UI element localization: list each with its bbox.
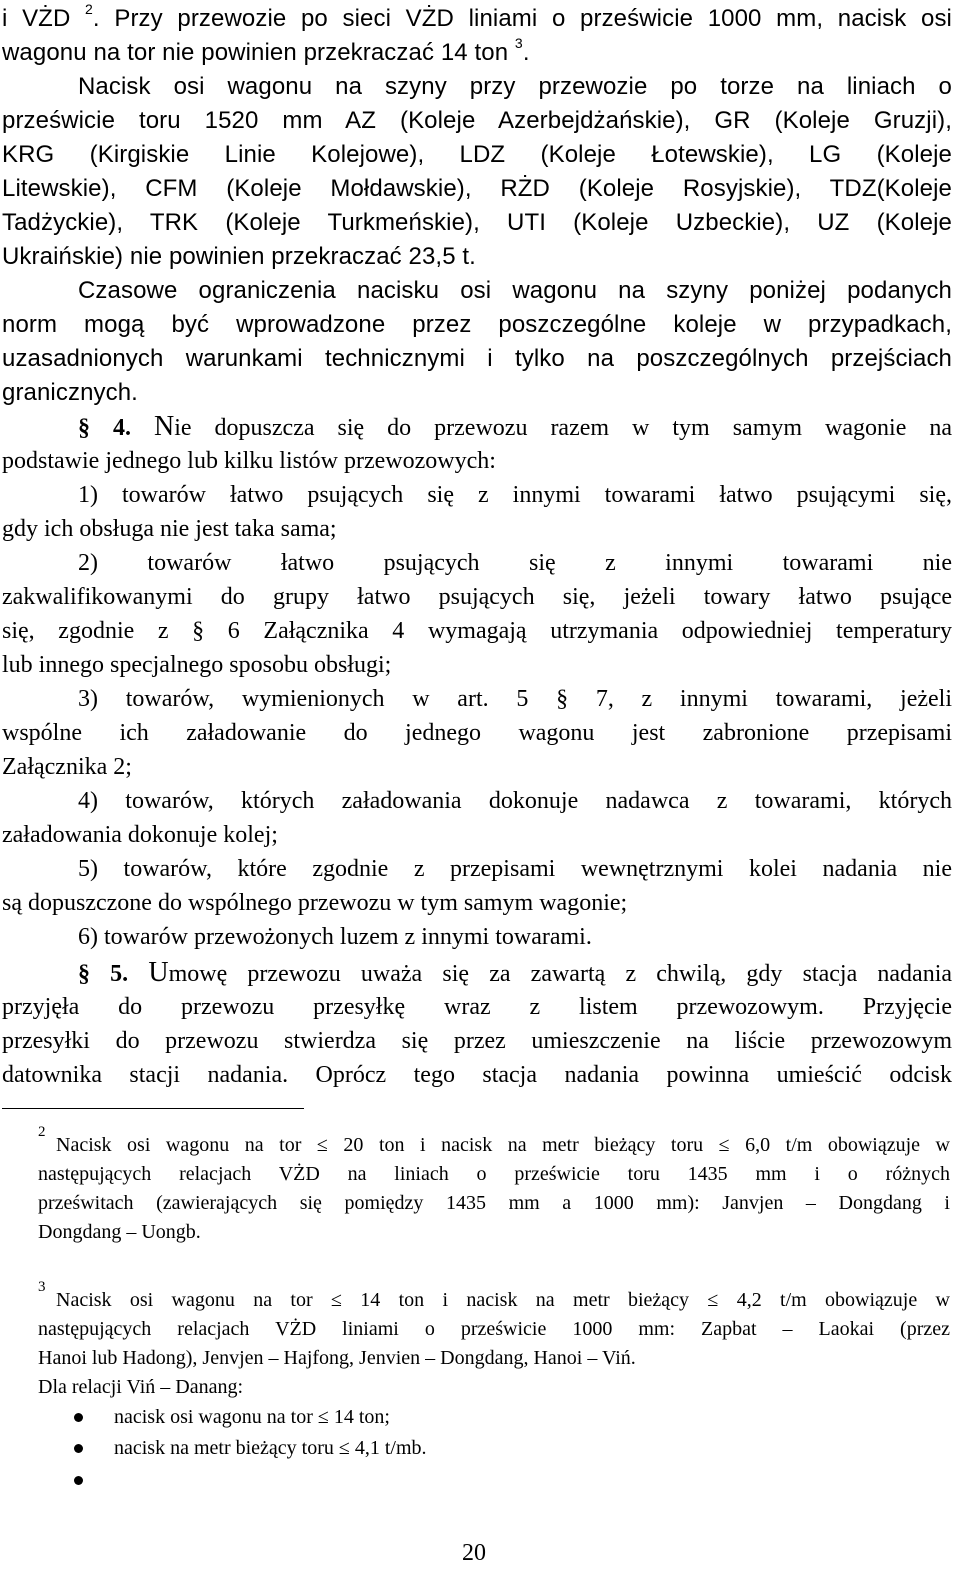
footnote-ref: 3 [514, 35, 523, 51]
bullet-item: nacisk na metr bieżący toru ≤ 4,1 t/mb. [114, 1437, 427, 1459]
bullet-icon [74, 1444, 83, 1453]
body-line: są dopuszczone do wspólnego przewozu w tym samym wagonie; [2, 890, 628, 916]
body-line: gdy ich obsługa nie jest taka sama; [2, 516, 337, 542]
text: mowę przewozu uważa się za zawartą z chwilą, gdy stacja nadania [168, 961, 953, 987]
body-line: lub innego specjalnego sposobu obsługi; [2, 652, 392, 678]
footnote-line: prześwitach (zawierających się pomiędzy 1435 mm a 1000 mm): Janvjen – Dongdang i [38, 1192, 950, 1214]
body-line [2, 36, 952, 70]
footnote-line: następujących relacjach VŻD liniami o prześwicie 1000 mm: Zapbat – Laokai (przez [38, 1318, 950, 1340]
body-line: norm mogą być wprowadzone przez poszczególne koleje w przypadkach, [2, 311, 952, 338]
footnote-line: Nacisk osi wagonu na tor ≤ 20 ton i nacisk na metr bieżący toru ≤ 6,0 t/m obowiązuje w [56, 1134, 950, 1156]
paragraph-5-heading [2, 956, 952, 990]
body-line: przyjęła do przewozu przesyłkę wraz z listem przewozowym. Przyjęcie [2, 994, 952, 1020]
footnote-line: Dongdang – Uongb. [38, 1221, 201, 1243]
body-line: załadowania dokonuje kolej; [2, 822, 278, 848]
body-line: podstawie jednego lub kilku listów przewozowych: [2, 448, 496, 474]
section-number: § 5. [78, 961, 129, 987]
initial-letter: N [154, 411, 175, 442]
footnote-ref: 2 [85, 1, 93, 17]
body-line: Ukraińskie) nie powinien przekraczać 23,5 t. [2, 243, 476, 270]
footnote-line: Hanoi lub Hadong), Jenvjen – Hajfong, Jenvien – Dongdang, Hanoi – Viń. [38, 1347, 636, 1369]
body-line: uzasadnionych warunkami technicznymi i tylko na poszczególnych przejściach [2, 345, 952, 372]
text: . Przy przewozie po sieci VŻD liniami o prześwicie 1000 mm, nacisk osi [92, 5, 952, 32]
section-number: § 4. [78, 415, 131, 441]
list-line: 6) towarów przewożonych luzem z innymi towarami. [78, 924, 592, 950]
body-line: prześwicie toru 1520 mm AZ (Koleje Azerbejdżańskie), GR (Koleje Gruzji), [2, 107, 952, 134]
body-line: Załącznika 2; [2, 754, 132, 780]
page-number: 20 [462, 1540, 486, 1566]
text: ie dopuszcza się do przewozu razem w tym samym wagonie na [174, 415, 953, 441]
footnote-separator [2, 1108, 304, 1109]
text: i VŻD [2, 5, 86, 32]
footnote-line: następujących relacjach VŻD na liniach o prześwicie toru 1435 mm i o różnych [38, 1163, 950, 1185]
footnote-mark: 3 [38, 1279, 46, 1295]
body-line: Tadżyckie), TRK (Koleje Turkmeńskie), UTI (Koleje Uzbeckie), UZ (Koleje [2, 209, 952, 236]
footnote-line: Nacisk osi wagonu na tor ≤ 14 ton i nacisk na metr bieżący ≤ 4,2 t/m obowiązuje w [56, 1289, 950, 1311]
text: . [522, 39, 530, 66]
body-line: KRG (Kirgiskie Linie Kolejowe), LDZ (Koleje Łotewskie), LG (Koleje [2, 141, 952, 168]
body-line: datownika stacji nadania. Oprócz tego stacja nadania powinna umieścić odcisk [2, 1062, 952, 1088]
list-line: 5) towarów, które zgodnie z przepisami wewnętrznymi kolei nadania nie [78, 856, 952, 882]
body-line: Nacisk osi wagonu na szyny przy przewozie po torze na liniach o [78, 73, 952, 100]
body-line: Litewskie), CFM (Koleje Mołdawskie), RŻD (Koleje Rosyjskie), TDZ(Koleje [2, 175, 952, 202]
footnote-line: Dla relacji Viń – Danang: [38, 1376, 244, 1398]
list-line: 1) towarów łatwo psujących się z innymi towarami łatwo psującymi się, [78, 482, 952, 508]
body-line: zakwalifikowanymi do grupy łatwo psujących się, jeżeli towary łatwo psujące [2, 584, 952, 610]
initial-letter: U [148, 957, 169, 988]
footnote-mark: 2 [38, 1124, 46, 1140]
paragraph-4-heading [2, 410, 952, 444]
bullet-item: nacisk osi wagonu na tor ≤ 14 ton; [114, 1406, 390, 1428]
text: wagonu na tor nie powinien przekraczać 14 ton [2, 39, 515, 66]
body-line: granicznych. [2, 379, 138, 406]
bullet-icon [74, 1476, 83, 1485]
body-line [2, 2, 952, 36]
list-line: 4) towarów, których załadowania dokonuje nadawca z towarami, których [78, 788, 952, 814]
body-line: przesyłki do przewozu stwierdza się przez umieszczenie na liście przewozowym [2, 1028, 952, 1054]
bullet-icon [74, 1413, 83, 1422]
body-line: wspólne ich załadowanie do jednego wagonu jest zabronione przepisami [2, 720, 952, 746]
body-line: się, zgodnie z § 6 Załącznika 4 wymagają utrzymania odpowiedniej temperatury [2, 618, 952, 644]
list-line: 2) towarów łatwo psujących się z innymi towarami nie [78, 550, 952, 576]
body-line: Czasowe ograniczenia nacisku osi wagonu na szyny poniżej podanych [78, 277, 952, 304]
list-line: 3) towarów, wymienionych w art. 5 § 7, z innymi towarami, jeżeli [78, 686, 952, 712]
